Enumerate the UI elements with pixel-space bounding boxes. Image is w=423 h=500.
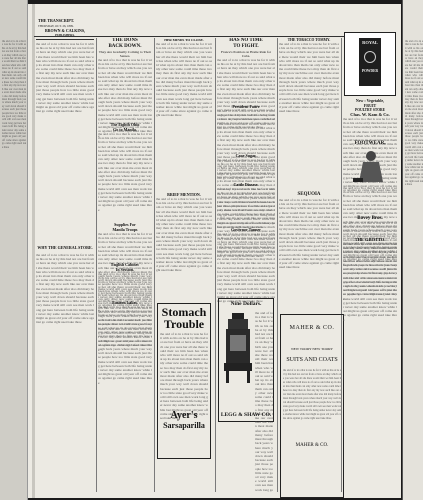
- article-text: [217, 187, 275, 227]
- article-text: [98, 272, 152, 300]
- ad-line: POULTRY STORE: [355, 108, 385, 112]
- headline: THE DONS: [112, 38, 138, 43]
- article-text: [98, 232, 152, 262]
- ad-headline: SUITS AND COATS: [286, 357, 338, 363]
- article-text: [217, 158, 275, 182]
- stove-ad: [218, 298, 274, 422]
- subhead: Governor Tanner: [231, 227, 261, 232]
- ad-brand: Ayer's: [170, 410, 198, 421]
- newspaper-page: [28, 4, 401, 498]
- subhead: English Cabinet: [111, 262, 139, 267]
- ad-text: [343, 221, 397, 237]
- sarsaparilla-ad: [157, 303, 211, 459]
- royal-powder-ad: [344, 32, 396, 96]
- subhead: In Session.: [115, 267, 135, 272]
- article-text: [279, 42, 339, 192]
- article-text: [98, 132, 152, 222]
- ad-headline: Trouble: [163, 317, 205, 331]
- page-fold: [32, 4, 35, 498]
- ad-line: FRUIT: [363, 103, 377, 108]
- ad-title: Nine Dollars.: [230, 301, 262, 307]
- ad-line: THE GROTTO.: [354, 237, 386, 242]
- subhead: President Faure: [232, 104, 260, 109]
- column-2: [98, 38, 152, 492]
- subhead: SEQUOIA: [297, 192, 321, 197]
- ad-title: MAHER & CO.: [289, 325, 335, 331]
- can-emblem: [364, 51, 376, 63]
- subhead: The Eighth Ohio: [110, 122, 140, 127]
- headline: THE TOBACCO TOMMY.: [287, 38, 331, 42]
- article-text: [217, 232, 275, 296]
- ad-text: [343, 117, 397, 141]
- article-text: [156, 42, 212, 192]
- date-line: THURSDAY, OCT. 26, 1899.: [38, 24, 74, 28]
- ad-footer: LEGG & SHAW CO.: [220, 412, 272, 418]
- publishers-sub: PUBLISHERS.: [55, 33, 75, 37]
- column-1: [36, 26, 94, 492]
- footwear-illustration: [343, 146, 397, 186]
- headline: TO FIGHT.: [233, 44, 259, 49]
- adjacent-page-right: [402, 0, 423, 500]
- column-4: [217, 38, 275, 492]
- ad-footer: MAHER & CO.: [295, 443, 329, 448]
- ad-line: Chas. W. Kam & Co.: [350, 112, 390, 117]
- deck: France's Position on Home Rule for Cuba.: [220, 50, 272, 58]
- ad-line: Bovey Bros.: [357, 216, 383, 221]
- column-3: [156, 38, 212, 492]
- deck: They Are Gradually Coming to Their Senses.: [98, 50, 152, 58]
- ad-powder: POWDER: [361, 69, 379, 73]
- ad-headline: Stomach: [161, 305, 207, 319]
- article-text: [156, 197, 212, 301]
- article-text: [36, 253, 94, 483]
- ad-text: [343, 242, 397, 392]
- ad-text: [343, 186, 397, 216]
- column-6: [343, 30, 397, 492]
- ad-text: [283, 369, 341, 431]
- subhead: Manila Troops: [112, 227, 138, 232]
- article-text: [98, 58, 152, 122]
- ad-product: Sarsaparilla: [163, 421, 205, 430]
- publishers: BROWN & CALKINS,: [44, 28, 86, 33]
- subhead: Eastern Lakes.: [112, 300, 138, 305]
- ad-royal: ROYAL: [362, 40, 378, 45]
- ad-line: FOOTWEAR.: [354, 141, 386, 146]
- subhead: Go to Manila.: [113, 127, 137, 132]
- headline: HAS NO TIME: [229, 38, 263, 43]
- article-text: [36, 42, 94, 242]
- subhead: Cattle Disease.: [233, 182, 259, 187]
- headline: BRIEF MENTION.: [167, 192, 201, 197]
- subhead: Supplies For: [114, 222, 136, 227]
- maher-ad: [280, 314, 344, 498]
- headline: BACK DOWN.: [108, 44, 142, 49]
- ad-text: [160, 332, 208, 410]
- ad-line: New : Vegetable,: [355, 98, 385, 103]
- adjacent-page-left: [0, 0, 28, 500]
- subhead: Cane Sugar.: [235, 153, 257, 158]
- ad-line: NEW TOORY NEW TOORY: [291, 347, 333, 351]
- paper-name: THE TRANSCRIPT.: [38, 18, 75, 23]
- article-text: [217, 58, 275, 104]
- ad-text: [255, 311, 273, 393]
- story-headline: WHY THE GENERAL STORE.: [37, 245, 93, 250]
- headline: HER MINDS TO CLOSE.: [164, 38, 204, 42]
- article-text: [217, 109, 275, 153]
- article-text: [98, 305, 152, 465]
- stove-illustration: [222, 311, 254, 391]
- article-text: [279, 198, 339, 262]
- powder-can: [359, 38, 381, 86]
